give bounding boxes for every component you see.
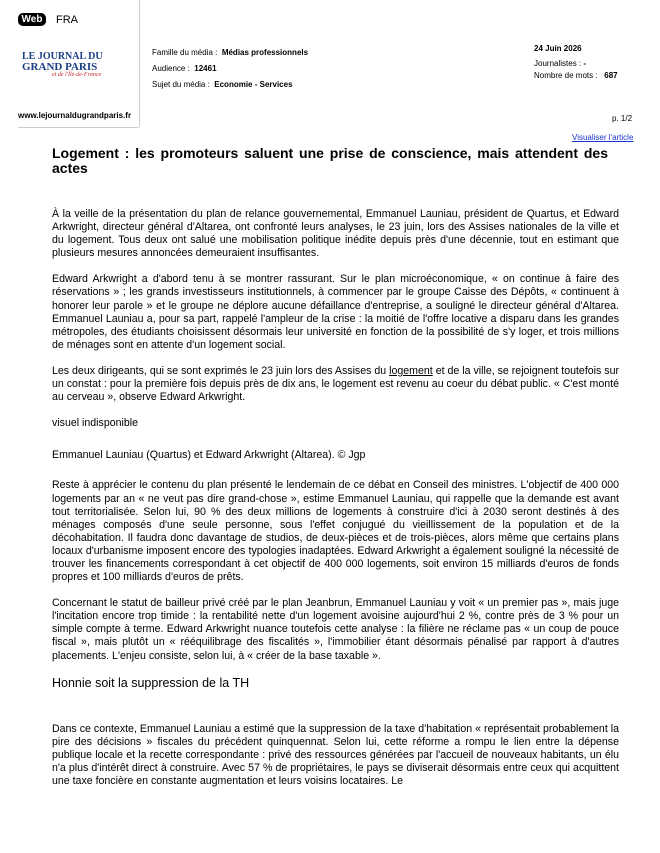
paragraph-5: Concernant le statut de bailleur privé créé par le plan Jeanbrun, Emmanuel Launiau y voit « un premier pas », mais juge l'incitation encore trop timide : la rentabilité nette d'un logement avoisine aujourd'hui 2 %, contre près de 3 % pour un simple compte à terme. Edward Arkwright nuance toutefois cette analyse : la filière ne réclame pas « un coup de pouce fiscal », mais plutôt un « rééquilibrage des fiscalités », l'immobilier étant désormais pénalisé par rapport à d'autres placements. L'enjeu consiste, selon lui, à « créer de la base taxable ». — [52, 597, 619, 662]
view-article-link[interactable]: Visualiser l'article — [572, 133, 634, 142]
header-divider-vertical — [139, 0, 140, 127]
site-url: www.lejournaldugrandparis.fr — [18, 111, 132, 120]
word-count-label: Nombre de mots : — [534, 71, 598, 80]
image-caption: Emmanuel Launiau (Quartus) et Edward Arkwright (Altarea). © Jgp — [52, 449, 366, 462]
media-family-label: Famille du média : — [152, 48, 218, 57]
logo-line-3: et de l'Île-de-France — [52, 72, 102, 78]
paragraph-6: Dans ce contexte, Emmanuel Launiau a estimé que la suppression de la taxe d'habitation « représentait probablement la pire des décisions » fiscales du précédent quinquennat. Selon lui, cette réforme a rompu le lien entre la dépense publique locale et la recette correspondante : privé des ressources générées par l'accueil de nouveaux habitants, un élu n'a plus d'intérêt direct à construire. Avec 57 % de propriétaires, le pays se diviserait désormais entre ceux qui acquittent une taxe foncière en constante augmentation et leurs voisins locataires. Le — [52, 722, 619, 787]
article-body — [52, 208, 619, 801]
header-divider-horizontal — [18, 127, 139, 128]
media-subject-value: Economie - Services — [214, 80, 293, 89]
section-subtitle: Honnie soit la suppression de la TH — [52, 675, 250, 690]
paragraph-1: À la veille de la présentation du plan de relance gouvernemental, Emmanuel Launiau, président de Quartus, et Edward Arkwright, directeur général d'Altarea, ont confronté leurs analyses, le 23 juin, lors des Assises nationales de la ville et du logement. Tous deux ont salué une mobilisation politique inédite depuis près d'une décennie, tout en estimant que plusieurs mesures annoncées demeuraient insuffisantes. — [52, 208, 619, 260]
word-count-value: 687 — [604, 71, 618, 80]
logement-link[interactable]: logement — [389, 364, 433, 377]
web-badge: Web — [18, 13, 46, 26]
logo-line-2: GRAND PARIS — [22, 61, 98, 73]
paragraph-3-start: Les deux dirigeants, qui se sont exprimés le 23 juin lors des Assises du — [52, 364, 390, 377]
paragraph-3 — [52, 365, 619, 404]
media-subject-label: Sujet du média : — [152, 80, 210, 89]
journalists-label: Journalistes : — [534, 59, 582, 68]
word-count — [534, 71, 618, 80]
audience — [152, 64, 217, 73]
media-logo — [22, 52, 122, 80]
publication-date — [534, 44, 582, 53]
media-family — [152, 48, 308, 57]
image-placeholder: visuel indisponible — [52, 417, 138, 430]
article-title: Logement : les promoteurs saluent une prise de conscience, mais attendent des actes — [52, 145, 608, 176]
audience-label: Audience : — [152, 64, 190, 73]
media-subject — [152, 80, 293, 89]
audience-value: 12461 — [194, 64, 217, 73]
paragraph-4: Reste à apprécier le contenu du plan présenté le lendemain de ce débat en Conseil des ministres. L'objectif de 400 000 logements par an « ne veut pas dire grand-chose », estime Emmanuel Launiau, qui rappelle que la demande est avant tout territorialisée. Selon lui, 90 % des deux millions de logements à construire d'ici à 2030 seront destinés à des ménages composés d'une seule personne, sous l'effet conjugué du vieillissement de la population et de la décohabitation. Il faudra donc davantage de studios, de deux-pièces et de trois-pièces, alors même que certains plans locaux d'urbanisme imposent encore des typologies inadaptées. Edward Arkwright a également souligné la nécessité de trouver les financements correspondant à cet objectif de 400 000 logements, soit environ 15 milliards d'euros de fonds propres et 100 milliards d'euros de prêts. — [52, 479, 619, 584]
page-number: p. 1/2 — [612, 114, 633, 123]
paragraph-3-end: et de la ville, se rejoignent toutefois sur un constat : pour la première fois depuis près de dix ans, le logement est revenu au coeur du débat public. « C'est monté au cerveau », observe Edward Arkwright. — [52, 364, 619, 404]
language-label: FRA — [56, 14, 78, 26]
journalists — [534, 59, 586, 68]
logo-line-1: LE JOURNAL DU — [22, 51, 103, 62]
media-family-value: Médias professionnels — [221, 48, 309, 57]
publication-date-value: 24 Juin 2026 — [534, 44, 582, 53]
paragraph-2: Edward Arkwright a d'abord tenu à se montrer rassurant. Sur le plan microéconomique, « on continue à faire des réservations » ; les grands investisseurs institutionnels, à commencer par le groupe Caisse des Dépôts, « continuent à honorer leur parole » et le groupe ne déplore aucune défaillance d'entreprise, a souligné le directeur général d'Altarea. Emmanuel Launiau a, pour sa part, rappelé l'ampleur de la crise : la moitié de l'offre locative a disparu dans les grandes métropoles, des étudiants choisissent désormais leur université en fonction de la possibilité de s'y loger, et trois millions de ménages sont en attente d'un logement social. — [52, 273, 619, 351]
journalists-value: - — [583, 59, 587, 68]
